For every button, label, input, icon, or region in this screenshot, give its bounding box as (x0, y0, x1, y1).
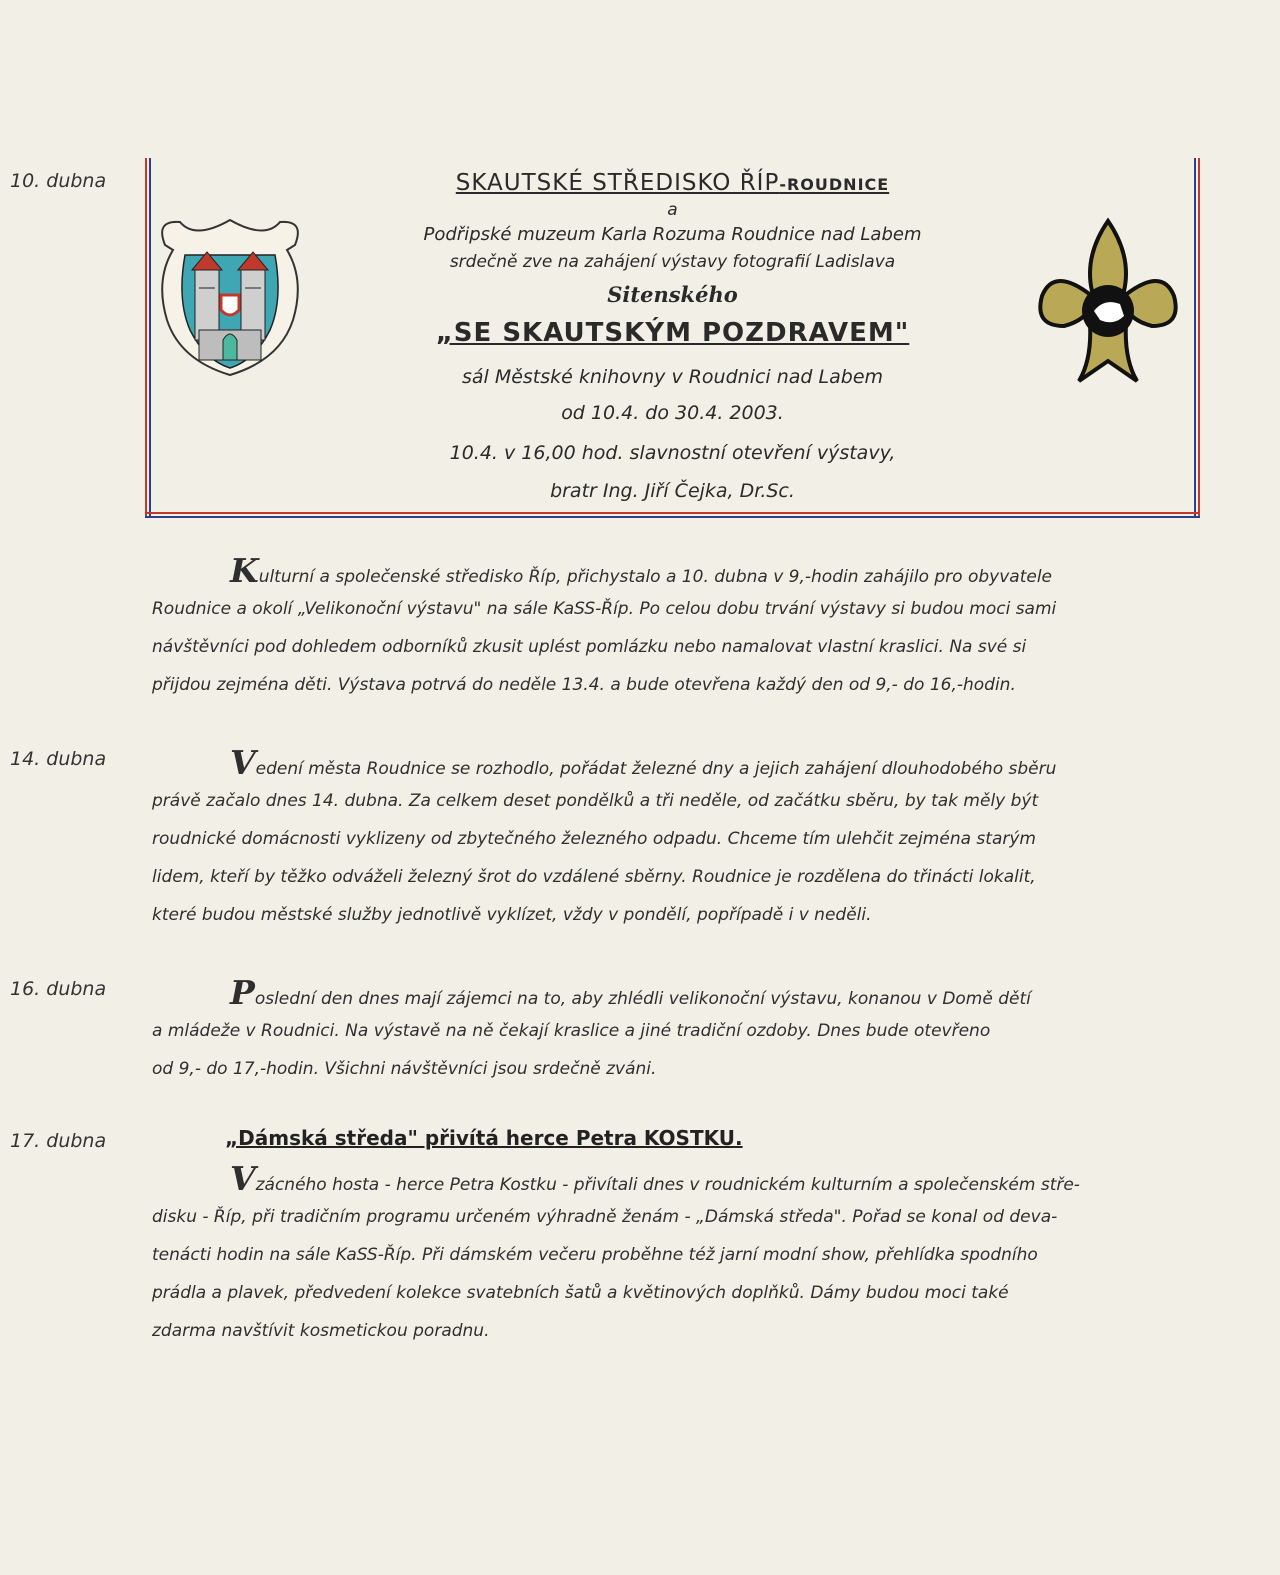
entry-14-april (152, 744, 1202, 934)
entry-line: disku - Říp, při tradičním programu určeném výhradně ženám - „Dámská středa". Pořad se konal od devа- (152, 1207, 1058, 1227)
invitation-title-suffix: -ROUDNICE (779, 175, 890, 194)
entry-line: právě začalo dnes 14. dubna. Za celkem deset pondělků a tři neděle, od začátku sběru, by tak měly být (152, 791, 1039, 811)
invitation-exhibition-title: „SE SKAUTSKÝM POZDRAVEM" (435, 318, 910, 348)
date-16-april: 16. dubna (10, 978, 107, 1000)
initial-capital: V (230, 743, 256, 782)
initial-capital: V (230, 1159, 256, 1198)
entry-line (152, 744, 1202, 782)
invitation-invite-text: srdečně zve na zahájení výstavy fotografií Ladislava (449, 252, 896, 272)
entry-line: roudnické domácnosti vyklizeny od zbytečného železného odpadu. Chceme tím ulehčit zejména starým (152, 829, 1036, 849)
invitation-museum: Podřipské muzeum Karla Rozuma Roudnice nad Labem (423, 224, 922, 245)
entry-text: oslední den dnes mají zájemci na to, aby zhlédli velikonoční výstavu, konanou v Domě dětí (254, 989, 1031, 1009)
invitation-photographer: Sitenského (607, 282, 738, 307)
entry-text: edení města Roudnice se rozhodlo, pořádat železné dny a jejich zahájení dlouhodobého sběru (255, 759, 1057, 779)
entry-line: prádla a plavek, předvedení kolekce svatebních šatů a květinových doplňků. Dámy budou moci také (152, 1283, 1009, 1303)
scout-fleur-de-lis-icon (1034, 216, 1182, 391)
entry-line: od 9,- do 17,-hodin. Všichni návštěvníci jsou srdečně zváni. (152, 1059, 657, 1079)
entry-line (152, 1160, 1202, 1198)
entry-line: Roudnice a okolí „Velikonoční výstavu" na sále KaSS-Říp. Po celou dobu trvání výstavy si budou moci sami (152, 599, 1057, 619)
entry-line: které budou městské služby jednotlivě vyklízet, vždy v pondělí, popřípadě i v neděli. (152, 905, 872, 925)
invitation-and: a (667, 200, 678, 220)
entry-line (152, 552, 1202, 590)
entry-10-april (152, 552, 1202, 704)
entry-line: tenácti hodin na sále KaSS-Říp. Při dámském večeru proběhne též jarní modní show, přehlídka spodního (152, 1245, 1038, 1265)
date-14-april: 14. dubna (10, 748, 107, 770)
initial-capital: K (230, 551, 259, 590)
entry-line: zdarma navštívit kosmetickou poradnu. (152, 1321, 490, 1341)
entry-16-april (152, 974, 1202, 1088)
entry-17-april (152, 1160, 1202, 1350)
invitation-opening: 10.4. v 16,00 hod. slavnostní otevření výstavy, (449, 442, 896, 464)
invitation-dates: od 10.4. do 30.4. 2003. (561, 402, 784, 424)
date-17-april: 17. dubna (10, 1130, 107, 1152)
entry-line: a mládeže v Roudnici. Na výstavě na ně čekají kraslice a jiné tradiční ozdoby. Dnes bude otevřeno (152, 1021, 991, 1041)
entry-line: lidem, kteří by těžko odváželi železný šrot do vzdálené sběrny. Roudnice je rozdělena do třinácti lokalit, (152, 867, 1036, 887)
entry-line (152, 974, 1202, 1012)
initial-capital: P (230, 973, 255, 1012)
entry-text: ulturní a společenské středisko Říp, přichystalo a 10. dubna v 9,-hodin zahájilo pro obyvatele (258, 567, 1053, 587)
invitation-person: bratr Ing. Jiří Čejka, Dr.Sc. (550, 480, 795, 502)
entry-text: zácného hosta - herce Petra Kostku - přivítali dnes v roudnickém kulturním a společenském stře- (255, 1175, 1080, 1195)
invitation-venue: sál Městské knihovny v Roudnici nad Labem (461, 366, 884, 388)
roudnice-crest-icon (155, 210, 305, 380)
invitation-title-main: SKAUTSKÉ STŘEDISKO ŘÍP (455, 170, 780, 196)
invitation-title (145, 170, 1200, 196)
entry-line: přijdou zejména děti. Výstava potrvá do neděle 13.4. a bude otevřena každý den od 9,- do 16,-hodin. (152, 675, 1016, 695)
entry-17-heading: „Dámská středa" přivítá herce Petra KOSTKU. (225, 1126, 743, 1150)
date-10-april: 10. dubna (10, 170, 107, 192)
invitation-box (145, 158, 1200, 518)
entry-line: návštěvníci pod dohledem odborníků zkusit uplést pomlázku nebo namalovat vlastní kraslici. Na své si (152, 637, 1027, 657)
border-bottom (145, 512, 1200, 518)
